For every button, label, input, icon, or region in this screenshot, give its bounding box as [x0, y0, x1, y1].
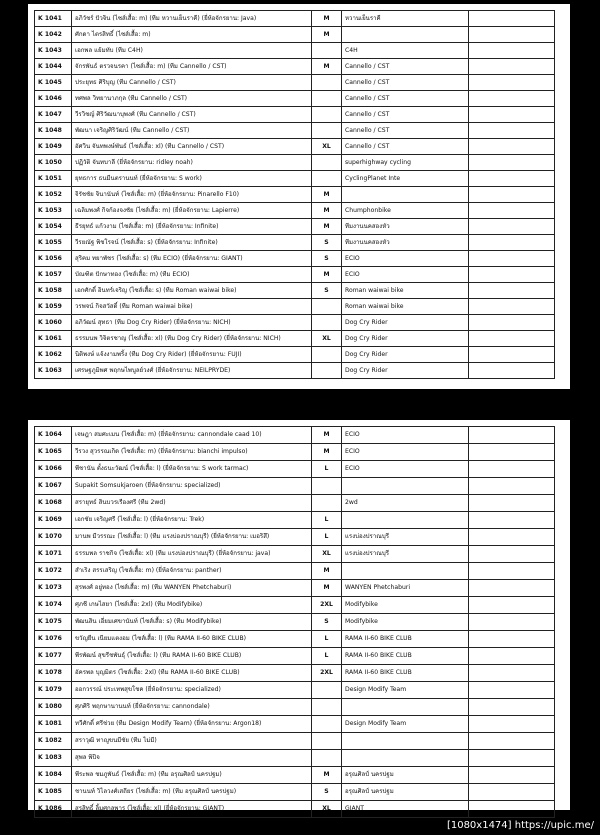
bib-number-cell: K 1059 — [35, 299, 72, 315]
shirt-size-cell: L — [312, 529, 342, 546]
registration-table-2 — [34, 426, 555, 818]
bib-number-cell: K 1053 — [35, 203, 72, 219]
table-row — [35, 171, 555, 187]
bib-number-cell: K 1067 — [35, 478, 72, 495]
rider-details-cell: พีระพล ชมภูพันธ์ (ไซส์เสื้อ: m) (ทีม อรุณศิลป์ นครปฐม) — [72, 767, 312, 784]
rider-details-cell: เอกศักดิ์ อินทร์เจริญ (ไซส์เสื้อ: s) (ทีม Roman waiwai bike) — [72, 283, 312, 299]
shirt-size-cell — [312, 155, 342, 171]
bib-number-cell: K 1052 — [35, 187, 72, 203]
shirt-size-cell — [312, 107, 342, 123]
team-cell: Dog Cry Rider — [342, 331, 469, 347]
rider-details-cell: จักรพันธ์ ตรวจนรคา (ไซส์เสื้อ: m) (ทีม Cannello / CST) — [72, 59, 312, 75]
empty-cell — [469, 123, 555, 139]
image-resolution: [1080x1474] — [446, 820, 512, 831]
shirt-size-cell — [312, 495, 342, 512]
table-row — [35, 155, 555, 171]
table-row — [35, 235, 555, 251]
bib-number-cell: K 1086 — [35, 801, 72, 818]
shirt-size-cell: M — [312, 27, 342, 43]
rider-details-cell: ชานนท์ วิไลวงศ์เสถียร (ไซส์เสื้อ: m) (ทีม อรุณศิลป์ นครปฐม) — [72, 784, 312, 801]
empty-cell — [469, 155, 555, 171]
team-cell: Cannello / CST — [342, 123, 469, 139]
rider-details-cell: สุริคม ทยาพัชร (ไซส์เสื้อ: s) (ทีม ECIO) (ยี่ห้อจักรยาน: GIANT) — [72, 251, 312, 267]
shirt-size-cell: S — [312, 251, 342, 267]
rider-details-cell: ธรรมนพ วิจิตรชาญ (ไซส์เสื้อ: xl) (ทีม Dog Cry Rider) (ยี่ห้อจักรยาน: NICH) — [72, 331, 312, 347]
empty-cell — [469, 801, 555, 818]
bib-number-cell: K 1081 — [35, 716, 72, 733]
empty-cell — [469, 187, 555, 203]
table-row — [35, 461, 555, 478]
bib-number-cell: K 1044 — [35, 59, 72, 75]
bib-number-cell: K 1082 — [35, 733, 72, 750]
empty-cell — [469, 750, 555, 767]
bib-number-cell: K 1079 — [35, 682, 72, 699]
bib-number-cell: K 1041 — [35, 11, 72, 27]
shirt-size-cell — [312, 716, 342, 733]
table-row — [35, 283, 555, 299]
table-row — [35, 750, 555, 767]
rider-details-cell: เฉลิมพงศ์ กิจก้องจงชัย (ไซส์เสื้อ: m) (ยี่ห้อจักรยาน: Lapierre) — [72, 203, 312, 219]
shirt-size-cell — [312, 750, 342, 767]
bib-number-cell: K 1071 — [35, 546, 72, 563]
table-row — [35, 299, 555, 315]
shirt-size-cell — [312, 478, 342, 495]
shirt-size-cell — [312, 91, 342, 107]
empty-cell — [469, 315, 555, 331]
table-row — [35, 75, 555, 91]
rider-details-cell: สุพล พิปิจ — [72, 750, 312, 767]
shirt-size-cell: S — [312, 614, 342, 631]
bib-number-cell: K 1063 — [35, 363, 72, 379]
bib-number-cell: K 1080 — [35, 699, 72, 716]
team-cell: 2wd — [342, 495, 469, 512]
empty-cell — [469, 203, 555, 219]
shirt-size-cell — [312, 299, 342, 315]
empty-cell — [469, 461, 555, 478]
shirt-size-cell — [312, 682, 342, 699]
empty-cell — [469, 43, 555, 59]
team-cell: Roman waiwai bike — [342, 299, 469, 315]
empty-cell — [469, 91, 555, 107]
table-row — [35, 495, 555, 512]
team-cell: ECIO — [342, 267, 469, 283]
team-cell — [342, 27, 469, 43]
table-row — [35, 315, 555, 331]
empty-cell — [469, 546, 555, 563]
empty-cell — [469, 597, 555, 614]
rider-details-cell: อัศวิน จันทพงษ์พันธ์ (ไซส์เสื้อ: xl) (ทีม Cannello / CST) — [72, 139, 312, 155]
shirt-size-cell — [312, 363, 342, 379]
bib-number-cell: K 1070 — [35, 529, 72, 546]
shirt-size-cell: XL — [312, 331, 342, 347]
rider-details-cell: ขวัญยืน เนียมแตงอม (ไซส์เสื้อ: l) (ทีม RAMA II-60 BIKE CLUB) — [72, 631, 312, 648]
empty-cell — [469, 665, 555, 682]
shirt-size-cell: L — [312, 631, 342, 648]
table-row — [35, 43, 555, 59]
empty-cell — [469, 512, 555, 529]
table-row — [35, 665, 555, 682]
table-row — [35, 91, 555, 107]
bib-number-cell: K 1074 — [35, 597, 72, 614]
empty-cell — [469, 444, 555, 461]
bib-number-cell: K 1076 — [35, 631, 72, 648]
rider-details-cell: สุรพงศ์ อยู่ทอง (ไซส์เสื้อ: m) (ทีม WANYEN Phetchaburi) — [72, 580, 312, 597]
empty-cell — [469, 283, 555, 299]
empty-cell — [469, 648, 555, 665]
table-row — [35, 631, 555, 648]
shirt-size-cell — [312, 123, 342, 139]
rider-details-cell: บัณฑิต ปักษาทอง (ไซส์เสื้อ: m) (ทีม ECIO) — [72, 267, 312, 283]
team-cell: หวานเย็นราคี — [342, 11, 469, 27]
rider-details-cell: ทศพล วิทยานาภกุล (ทีม Cannello / CST) — [72, 91, 312, 107]
rider-details-cell: วรพจน์ กิจสวัสดิ์ (ทีม Roman waiwai bike) — [72, 299, 312, 315]
bib-number-cell: K 1078 — [35, 665, 72, 682]
rider-details-cell: ศุภศิริ พฤกษานานนท์ (ยี่ห้อจักรยาน: cannondale) — [72, 699, 312, 716]
empty-cell — [469, 107, 555, 123]
table-panel-1 — [28, 4, 570, 389]
empty-cell — [469, 784, 555, 801]
empty-cell — [469, 219, 555, 235]
table-row — [35, 784, 555, 801]
empty-cell — [469, 59, 555, 75]
team-cell: Cannello / CST — [342, 75, 469, 91]
table-row — [35, 444, 555, 461]
shirt-size-cell: 2XL — [312, 665, 342, 682]
table-row — [35, 682, 555, 699]
team-cell: superhighway cycling — [342, 155, 469, 171]
empty-cell — [469, 171, 555, 187]
bib-number-cell: K 1043 — [35, 43, 72, 59]
bib-number-cell: K 1049 — [35, 139, 72, 155]
team-cell: GIANT — [342, 801, 469, 818]
table-row — [35, 59, 555, 75]
empty-cell — [469, 139, 555, 155]
team-cell: ECIO — [342, 461, 469, 478]
bib-number-cell: K 1066 — [35, 461, 72, 478]
shirt-size-cell: L — [312, 512, 342, 529]
empty-cell — [469, 529, 555, 546]
table-row — [35, 251, 555, 267]
rider-details-cell: อภิวัฒน์ สุทธา (ทีม Dog Cry Rider) (ยี่ห้อจักรยาน: NICH) — [72, 315, 312, 331]
shirt-size-cell: S — [312, 235, 342, 251]
team-cell: C4H — [342, 43, 469, 59]
empty-cell — [469, 495, 555, 512]
table-row — [35, 139, 555, 155]
table-row — [35, 648, 555, 665]
table-row — [35, 27, 555, 43]
shirt-size-cell: L — [312, 461, 342, 478]
table-row — [35, 187, 555, 203]
shirt-size-cell: M — [312, 267, 342, 283]
rider-details-cell: เจษฎา สมศะเมน (ไซส์เสื้อ: m) (ยี่ห้อจักรยาน: cannondale caad 10) — [72, 427, 312, 444]
shirt-size-cell: M — [312, 187, 342, 203]
table-row — [35, 203, 555, 219]
bib-number-cell: K 1062 — [35, 347, 72, 363]
team-cell: Modifybike — [342, 597, 469, 614]
rider-details-cell: Supakit Somsukjaroen (ยี่ห้อจักรยาน: specialized) — [72, 478, 312, 495]
table-panel-2 — [28, 420, 570, 810]
team-cell: Dog Cry Rider — [342, 363, 469, 379]
team-cell: RAMA II-60 BIKE CLUB — [342, 631, 469, 648]
team-cell: Cannello / CST — [342, 107, 469, 123]
table-row — [35, 11, 555, 27]
rider-details-cell: ศุภชี เกษไสยา (ไซส์เสื้อ: 2xl) (ทีม Modifybike) — [72, 597, 312, 614]
bib-number-cell: K 1057 — [35, 267, 72, 283]
team-cell — [342, 733, 469, 750]
shirt-size-cell: XL — [312, 801, 342, 818]
empty-cell — [469, 614, 555, 631]
empty-cell — [469, 682, 555, 699]
rider-details-cell: สุรสิทธิ์ ลิ้มศกุลพาร (ไซส์เสื้อ: xl) (ยี่ห้อจักรยาน: GIANT) — [72, 801, 312, 818]
table-row — [35, 219, 555, 235]
image-footer — [447, 820, 594, 831]
rider-details-cell: จิรัชชัย จินานันท์ (ไซส์เสื้อ: m) (ยี่ห้อจักรยาน: Pinarello F10) — [72, 187, 312, 203]
team-cell — [342, 750, 469, 767]
team-cell — [342, 563, 469, 580]
empty-cell — [469, 347, 555, 363]
team-cell: Modifybike — [342, 614, 469, 631]
rider-details-cell: ทวีศักดิ์ ศรีช่วย (ทีม Design Modify Team) (ยี่ห้อจักรยาน: Argon18) — [72, 716, 312, 733]
registration-table-1 — [34, 10, 555, 379]
shirt-size-cell — [312, 315, 342, 331]
shirt-size-cell: M — [312, 11, 342, 27]
shirt-size-cell: 2XL — [312, 597, 342, 614]
shirt-size-cell: M — [312, 580, 342, 597]
team-cell: แรงบ่องปราณบุรี — [342, 546, 469, 563]
team-cell: Roman waiwai bike — [342, 283, 469, 299]
team-cell: Design Modify Team — [342, 716, 469, 733]
team-cell: ECIO — [342, 427, 469, 444]
bib-number-cell: K 1069 — [35, 512, 72, 529]
empty-cell — [469, 767, 555, 784]
team-cell: CyclingPlanet Inte — [342, 171, 469, 187]
rider-details-cell: มานพ มีวรรณะ (ไซส์เสื้อ: l) (ทีม แรงบ่องปราณบุรี) (ยี่ห้อจักรยาน: เมอริสึ) — [72, 529, 312, 546]
bib-number-cell: K 1065 — [35, 444, 72, 461]
empty-cell — [469, 27, 555, 43]
image-source-link[interactable]: https://upic.me/ — [514, 820, 594, 831]
table-row — [35, 614, 555, 631]
rider-details-cell: สำเริง สรรเสริญ (ไซส์เสื้อ: m) (ยี่ห้อจักรยาน: panther) — [72, 563, 312, 580]
empty-cell — [469, 563, 555, 580]
table-row — [35, 363, 555, 379]
table-row — [35, 563, 555, 580]
rider-details-cell: ปฏิวัติ จันทบาลี (ยี่ห้อจักรยาน: ridley noah) — [72, 155, 312, 171]
team-cell: ECIO — [342, 444, 469, 461]
table-row — [35, 699, 555, 716]
rider-details-cell: ยุทธการ ธนมีนตรานนท์ (ยี่ห้อจักรยาน: S work) — [72, 171, 312, 187]
table-row — [35, 427, 555, 444]
table-row — [35, 801, 555, 818]
empty-cell — [469, 235, 555, 251]
table-row — [35, 331, 555, 347]
shirt-size-cell: S — [312, 283, 342, 299]
bib-number-cell: K 1046 — [35, 91, 72, 107]
shirt-size-cell: S — [312, 784, 342, 801]
shirt-size-cell: M — [312, 427, 342, 444]
bib-number-cell: K 1077 — [35, 648, 72, 665]
table-row — [35, 123, 555, 139]
empty-cell — [469, 716, 555, 733]
bib-number-cell: K 1054 — [35, 219, 72, 235]
table-row — [35, 347, 555, 363]
rider-details-cell: เศรษฐภูมิพศ พฤกษไพบูลย์วงศ์ (ยี่ห้อจักรยาน: NEILPRYDE) — [72, 363, 312, 379]
rider-details-cell: นิติพงษ์ แจ้งงามพริ้ง (ทีม Dog Cry Rider) (ยี่ห้อจักรยาน: FUJI) — [72, 347, 312, 363]
empty-cell — [469, 699, 555, 716]
rider-details-cell: ประยุทธ ศิริบุญ (ทีม Cannello / CST) — [72, 75, 312, 91]
rider-details-cell: ธีรยุทธ์ แก้วงาม (ไซส์เสื้อ: m) (ยี่ห้อจักรยาน: Infinite) — [72, 219, 312, 235]
table-row — [35, 767, 555, 784]
team-cell: ทีมงานนคสองหัว — [342, 235, 469, 251]
team-cell: Cannello / CST — [342, 59, 469, 75]
empty-cell — [469, 299, 555, 315]
rider-details-cell: อัครพล บุญมิตร (ไซส์เสื้อ: 2xl) (ทีม RAMA II-60 BIKE CLUB) — [72, 665, 312, 682]
bib-number-cell: K 1045 — [35, 75, 72, 91]
team-cell: WANYEN Phetchaburi — [342, 580, 469, 597]
team-cell: Chumphonbike — [342, 203, 469, 219]
bib-number-cell: K 1068 — [35, 495, 72, 512]
table-row — [35, 546, 555, 563]
shirt-size-cell: M — [312, 59, 342, 75]
team-cell: Cannello / CST — [342, 91, 469, 107]
bib-number-cell: K 1084 — [35, 767, 72, 784]
table-row — [35, 733, 555, 750]
rider-details-cell: วีรวิชญ์ ศิริวัฒนาบุพงศ์ (ทีม Cannello / CST) — [72, 107, 312, 123]
bib-number-cell: K 1048 — [35, 123, 72, 139]
empty-cell — [469, 478, 555, 495]
team-cell: Design Modify Team — [342, 682, 469, 699]
empty-cell — [469, 75, 555, 91]
bib-number-cell: K 1042 — [35, 27, 72, 43]
empty-cell — [469, 251, 555, 267]
shirt-size-cell: M — [312, 563, 342, 580]
rider-details-cell: วีรยณัฐ พิชโรจน์ (ไซส์เสื้อ: s) (ยี่ห้อจักรยาน: Infinite) — [72, 235, 312, 251]
bib-number-cell: K 1058 — [35, 283, 72, 299]
bib-number-cell: K 1064 — [35, 427, 72, 444]
team-cell: Dog Cry Rider — [342, 315, 469, 331]
empty-cell — [469, 427, 555, 444]
bib-number-cell: K 1050 — [35, 155, 72, 171]
bib-number-cell: K 1072 — [35, 563, 72, 580]
empty-cell — [469, 631, 555, 648]
shirt-size-cell: M — [312, 444, 342, 461]
team-cell: RAMA II-60 BIKE CLUB — [342, 665, 469, 682]
bib-number-cell: K 1061 — [35, 331, 72, 347]
team-cell: Cannello / CST — [342, 139, 469, 155]
team-cell: ECIO — [342, 251, 469, 267]
team-cell: Dog Cry Rider — [342, 347, 469, 363]
shirt-size-cell — [312, 347, 342, 363]
rider-details-cell: เอกพล แย้มทับ (ทีม C4H) — [72, 43, 312, 59]
rider-details-cell: พัฒนา เจริญศิริวัฒน์ (ทีม Cannello / CST) — [72, 123, 312, 139]
shirt-size-cell: L — [312, 648, 342, 665]
shirt-size-cell — [312, 699, 342, 716]
bib-number-cell: K 1075 — [35, 614, 72, 631]
rider-details-cell: อภิวัชร์ ปัวจิน (ไซส์เสื้อ: m) (ทีม หวานเย็นราคี) (ยี่ห้อจักรยาน: Java) — [72, 11, 312, 27]
rider-details-cell: วีรวง สุวรรณเกิด (ไซส์เสื้อ: m) (ยี่ห้อจักรยาน: bianchi impulso) — [72, 444, 312, 461]
shirt-size-cell: M — [312, 203, 342, 219]
table-row — [35, 478, 555, 495]
shirt-size-cell: XL — [312, 139, 342, 155]
table-row — [35, 512, 555, 529]
empty-cell — [469, 331, 555, 347]
table-row — [35, 716, 555, 733]
rider-details-cell: สราวุฒิ ทาญูขนมีชัย (ทีม ไม่มี) — [72, 733, 312, 750]
rider-details-cell: พีชานัน ตั้งธนะวัฒน์ (ไซส์เสื้อ: l) (ยี่ห้อจักรยาน: S work tarmac) — [72, 461, 312, 478]
bib-number-cell: K 1083 — [35, 750, 72, 767]
team-cell — [342, 699, 469, 716]
team-cell — [342, 478, 469, 495]
rider-details-cell: สรายุทธ์ สินบวรเรืองศรี (ทีม 2wd) — [72, 495, 312, 512]
rider-details-cell: พีรพัฒน์ สุขรีชพันธุ์ (ไซส์เสื้อ: l) (ทีม RAMA II-60 BIKE CLUB) — [72, 648, 312, 665]
rider-details-cell: พัฒนสิน เอี่ยมเศขานันท์ (ไซส์เสื้อ: s) (ทีม Modifybike) — [72, 614, 312, 631]
table-row — [35, 267, 555, 283]
shirt-size-cell — [312, 171, 342, 187]
shirt-size-cell: M — [312, 219, 342, 235]
empty-cell — [469, 733, 555, 750]
table-row — [35, 597, 555, 614]
bib-number-cell: K 1085 — [35, 784, 72, 801]
team-cell: แรงบ่องปราณบุรี — [342, 529, 469, 546]
team-cell: ทีมงานนคสองหัว — [342, 219, 469, 235]
rider-details-cell: ศักดา ไตรสิทธิ์ (ไซส์เสื้อ: m) — [72, 27, 312, 43]
rider-details-cell: ธรรมพล ราชกิจ (ไซส์เสื้อ: xl) (ทีม แรงบ่องปราณบุรี) (ยี่ห้อจักรยาน: java) — [72, 546, 312, 563]
empty-cell — [469, 580, 555, 597]
empty-cell — [469, 267, 555, 283]
shirt-size-cell: M — [312, 767, 342, 784]
table-row — [35, 107, 555, 123]
rider-details-cell: เอกชัย เจริญศรี (ไซส์เสื้อ: l) (ยี่ห้อจักรยาน: Trek) — [72, 512, 312, 529]
empty-cell — [469, 363, 555, 379]
team-cell — [342, 512, 469, 529]
bib-number-cell: K 1051 — [35, 171, 72, 187]
bib-number-cell: K 1047 — [35, 107, 72, 123]
bib-number-cell: K 1056 — [35, 251, 72, 267]
shirt-size-cell — [312, 733, 342, 750]
bib-number-cell: K 1073 — [35, 580, 72, 597]
shirt-size-cell — [312, 43, 342, 59]
team-cell — [342, 187, 469, 203]
bib-number-cell: K 1060 — [35, 315, 72, 331]
shirt-size-cell: XL — [312, 546, 342, 563]
team-cell: อรุณศิลป์ นครปฐม — [342, 767, 469, 784]
team-cell: อรุณศิลป์ นครปฐม — [342, 784, 469, 801]
rider-details-cell: ออกวรรณ์ ประเทพสุขโชค (ยี่ห้อจักรยาน: specialized) — [72, 682, 312, 699]
table-row — [35, 580, 555, 597]
shirt-size-cell — [312, 75, 342, 91]
bib-number-cell: K 1055 — [35, 235, 72, 251]
table-row — [35, 529, 555, 546]
empty-cell — [469, 11, 555, 27]
team-cell: RAMA II-60 BIKE CLUB — [342, 648, 469, 665]
